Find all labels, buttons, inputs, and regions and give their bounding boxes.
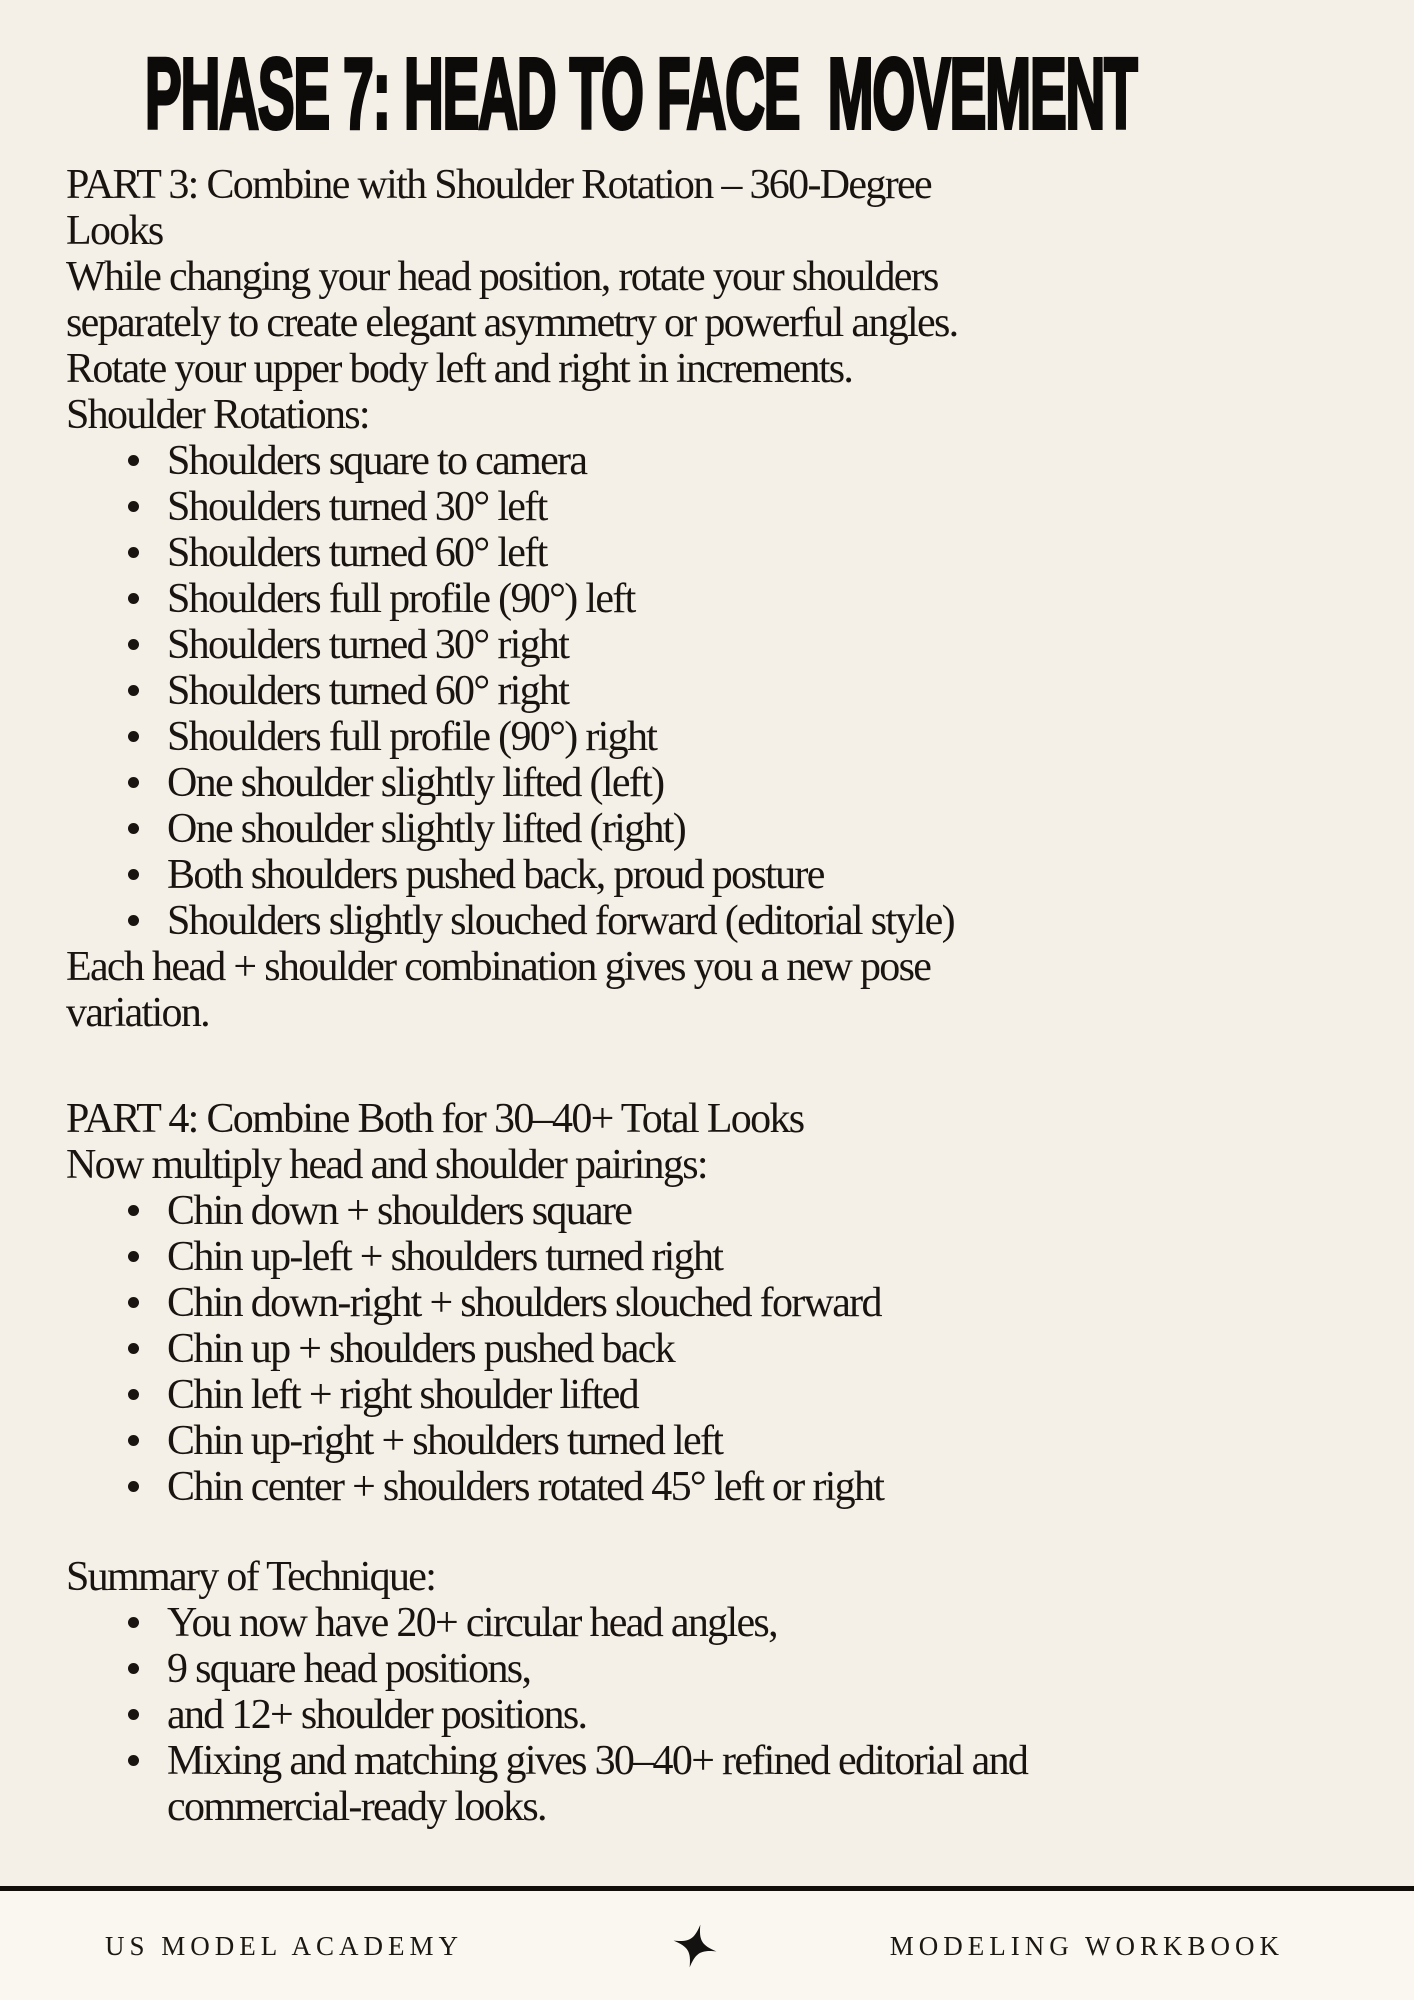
bullet-item xyxy=(66,530,1374,576)
bullet-item xyxy=(66,898,1374,944)
bullet-text: Chin up-left + shoulders turned right xyxy=(167,1234,723,1280)
bullet-item xyxy=(66,438,1374,484)
bullet-marker xyxy=(128,593,139,604)
bullet-item xyxy=(66,714,1374,760)
bullet-item xyxy=(66,1326,1374,1372)
bullet-text: Shoulders turned 30° left xyxy=(167,484,547,530)
section-part3 xyxy=(66,162,1374,1036)
bullet-marker xyxy=(128,1709,139,1720)
bullet-marker xyxy=(128,777,139,788)
bullet-item xyxy=(66,484,1374,530)
part4-heading-line: PART 4: Combine Both for 30–40+ Total Looks xyxy=(66,1096,804,1142)
bullet-marker xyxy=(128,1343,139,1354)
bullet-item xyxy=(66,1600,1374,1646)
bullet-item xyxy=(66,1738,1374,1784)
bullet-text-continuation: commercial-ready looks. xyxy=(167,1784,546,1830)
bullet-item xyxy=(66,1188,1374,1234)
bullet-marker xyxy=(128,639,139,650)
bullet-marker xyxy=(128,1617,139,1628)
bullet-item xyxy=(66,668,1374,714)
bullet-text: Shoulders turned 60° right xyxy=(167,668,569,714)
bullet-text: Chin down-right + shoulders slouched forward xyxy=(167,1280,881,1326)
bullet-marker xyxy=(128,1389,139,1400)
bullet-marker xyxy=(128,1251,139,1262)
bullet-marker xyxy=(128,685,139,696)
bullet-marker xyxy=(128,1297,139,1308)
bullet-text: Chin down + shoulders square xyxy=(167,1188,632,1234)
part3-intro-line: Shoulder Rotations: xyxy=(66,392,369,438)
footer-brand-label: US MODEL ACADEMY xyxy=(105,1931,464,1961)
bullet-item xyxy=(66,1234,1374,1280)
four-point-star-icon xyxy=(672,1923,718,1969)
part3-intro-line: Rotate your upper body left and right in increments. xyxy=(66,346,853,392)
bullet-item xyxy=(66,1418,1374,1464)
part3-intro-line: While changing your head position, rotate your shoulders xyxy=(66,254,938,300)
summary-heading-line: Summary of Technique: xyxy=(66,1554,436,1600)
bullet-item xyxy=(66,622,1374,668)
bullet-marker xyxy=(128,915,139,926)
bullet-item xyxy=(66,806,1374,852)
bullet-text: Chin up + shoulders pushed back xyxy=(167,1326,675,1372)
bullet-text: You now have 20+ circular head angles, xyxy=(167,1600,777,1646)
bullet-marker xyxy=(128,823,139,834)
bullet-item xyxy=(66,760,1374,806)
bullet-marker xyxy=(128,455,139,466)
part3-outro-line: Each head + shoulder combination gives you a new pose xyxy=(66,944,931,990)
bullet-text: Mixing and matching gives 30–40+ refined editorial and xyxy=(167,1738,1028,1784)
bullet-text: Both shoulders pushed back, proud posture xyxy=(167,852,824,898)
bullet-marker xyxy=(128,1435,139,1446)
bullet-marker xyxy=(128,547,139,558)
bullet-text: One shoulder slightly lifted (right) xyxy=(167,806,686,852)
bullet-marker xyxy=(128,869,139,880)
bullet-text: Shoulders turned 30° right xyxy=(167,622,569,668)
bullet-marker xyxy=(128,1205,139,1216)
bullet-text: One shoulder slightly lifted (left) xyxy=(167,760,664,806)
bullet-item xyxy=(66,1692,1374,1738)
footer-book-label: MODELING WORKBOOK xyxy=(889,1931,1284,1961)
bullet-text: Shoulders slightly slouched forward (editorial style) xyxy=(167,898,954,944)
bullet-text: and 12+ shoulder positions. xyxy=(167,1692,587,1738)
bullet-text: Chin center + shoulders rotated 45° left or right xyxy=(167,1464,884,1510)
bullet-item xyxy=(66,1646,1374,1692)
bullet-text: Chin up-right + shoulders turned left xyxy=(167,1418,723,1464)
section-part4 xyxy=(66,1096,1374,1510)
part3-heading-line: PART 3: Combine with Shoulder Rotation – 360-Degree xyxy=(66,162,931,208)
page-title: PHASE 7: HEAD TO FACE MOVEMENT xyxy=(145,38,1137,150)
bullet-item xyxy=(66,1372,1374,1418)
part3-heading-line: Looks xyxy=(66,208,163,254)
bullet-marker xyxy=(128,1663,139,1674)
bullet-item xyxy=(66,576,1374,622)
bullet-text: Shoulders full profile (90°) right xyxy=(167,714,657,760)
bullet-text: Shoulders turned 60° left xyxy=(167,530,547,576)
bullet-marker xyxy=(128,731,139,742)
page-content xyxy=(66,162,1374,1830)
bullet-text: Chin left + right shoulder lifted xyxy=(167,1372,638,1418)
bullet-item xyxy=(66,1280,1374,1326)
bullet-text: 9 square head positions, xyxy=(167,1646,531,1692)
bullet-item xyxy=(66,852,1374,898)
bullet-text: Shoulders square to camera xyxy=(167,438,587,484)
part3-intro-line: separately to create elegant asymmetry or powerful angles. xyxy=(66,300,958,346)
part4-intro-line: Now multiply head and shoulder pairings: xyxy=(66,1142,707,1188)
bullet-marker xyxy=(128,1755,139,1766)
page-footer xyxy=(0,1886,1414,2000)
part3-outro-line: variation. xyxy=(66,990,209,1036)
bullet-item xyxy=(66,1464,1374,1510)
bullet-marker xyxy=(128,501,139,512)
section-summary xyxy=(66,1554,1374,1830)
bullet-marker xyxy=(128,1481,139,1492)
bullet-text: Shoulders full profile (90°) left xyxy=(167,576,635,622)
